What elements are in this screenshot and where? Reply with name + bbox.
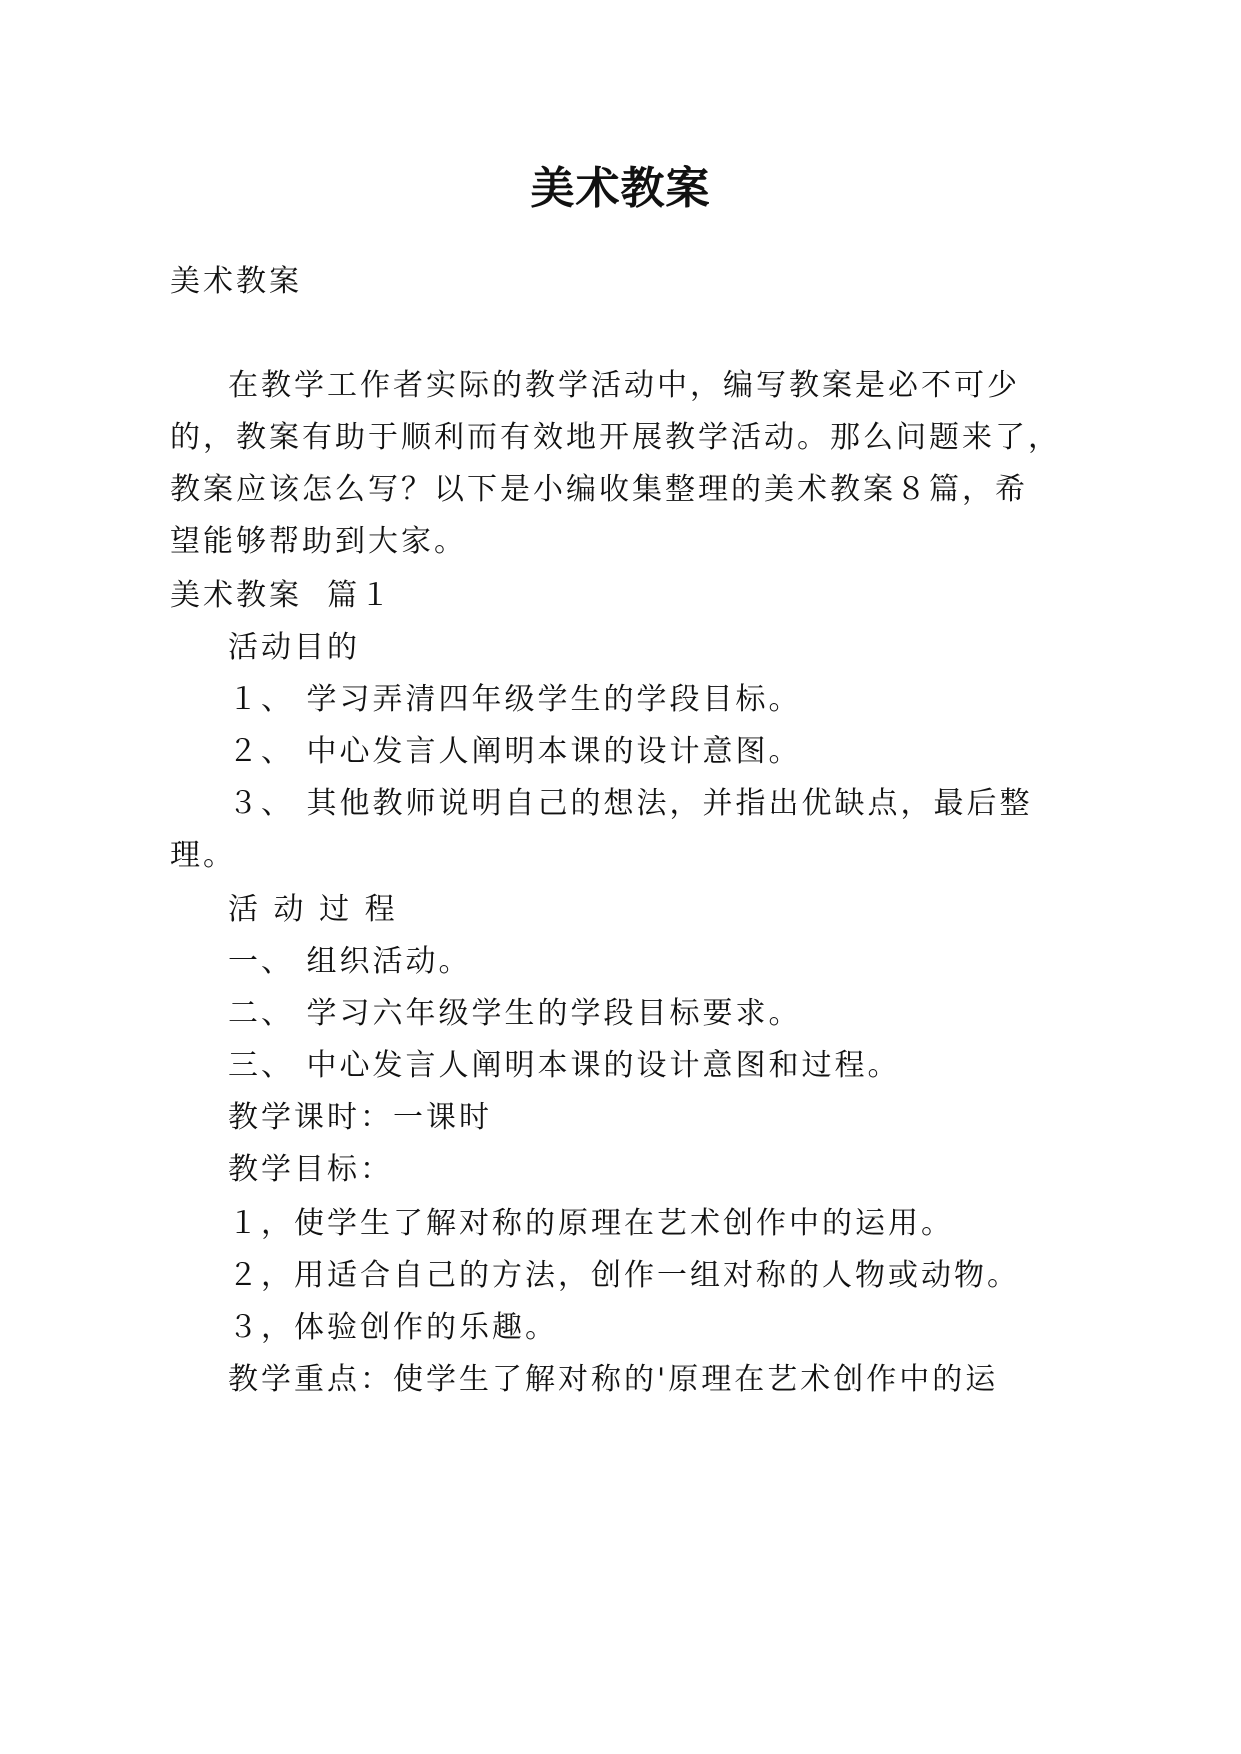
intro-line-4: 望能够帮助到大家。 (170, 524, 467, 559)
teaching-goal-3: ３，体验创作的乐趣。 (228, 1310, 558, 1345)
intro-line-2: 的，教案有助于顺利而有效地开展教学活动。那么问题来了， (170, 420, 1061, 455)
teaching-focus: 教学重点：使学生了解对称的'原理在艺术创作中的运 (228, 1362, 999, 1397)
class-hours: 教学课时：一课时 (228, 1100, 492, 1135)
activity-goal-heading: 活动目的 (228, 630, 360, 665)
intro-line-1: 在教学工作者实际的教学活动中，编写教案是必不可少 (228, 368, 1020, 403)
teaching-goal-1: １，使学生了解对称的原理在艺术创作中的运用。 (228, 1206, 954, 1241)
activity-step-3: 三、 中心发言人阐明本课的设计意图和过程。 (228, 1048, 901, 1083)
teaching-goal-2: ２，用适合自己的方法，创作一组对称的人物或动物。 (228, 1258, 1020, 1293)
document-subtitle: 美术教案 (170, 264, 302, 299)
activity-goal-3: ３、 其他教师说明自己的想法，并指出优缺点，最后整 (228, 786, 1033, 821)
document-title: 美术教案 (530, 163, 711, 214)
activity-goal-3-cont: 理。 (170, 838, 236, 873)
activity-goal-1: １、 学习弄清四年级学生的学段目标。 (228, 682, 802, 717)
intro-line-3: 教案应该怎么写？以下是小编收集整理的美术教案８篇，希 (170, 472, 1028, 507)
section-heading: 美术教案 篇１ (170, 578, 394, 613)
activity-step-2: 二、 学习六年级学生的学段目标要求。 (228, 996, 802, 1031)
activity-process-heading: 活 动 过 程 (228, 892, 398, 927)
teaching-goals-heading: 教学目标： (228, 1152, 393, 1187)
activity-goal-2: ２、 中心发言人阐明本课的设计意图。 (228, 734, 802, 769)
activity-step-1: 一、 组织活动。 (228, 944, 472, 979)
